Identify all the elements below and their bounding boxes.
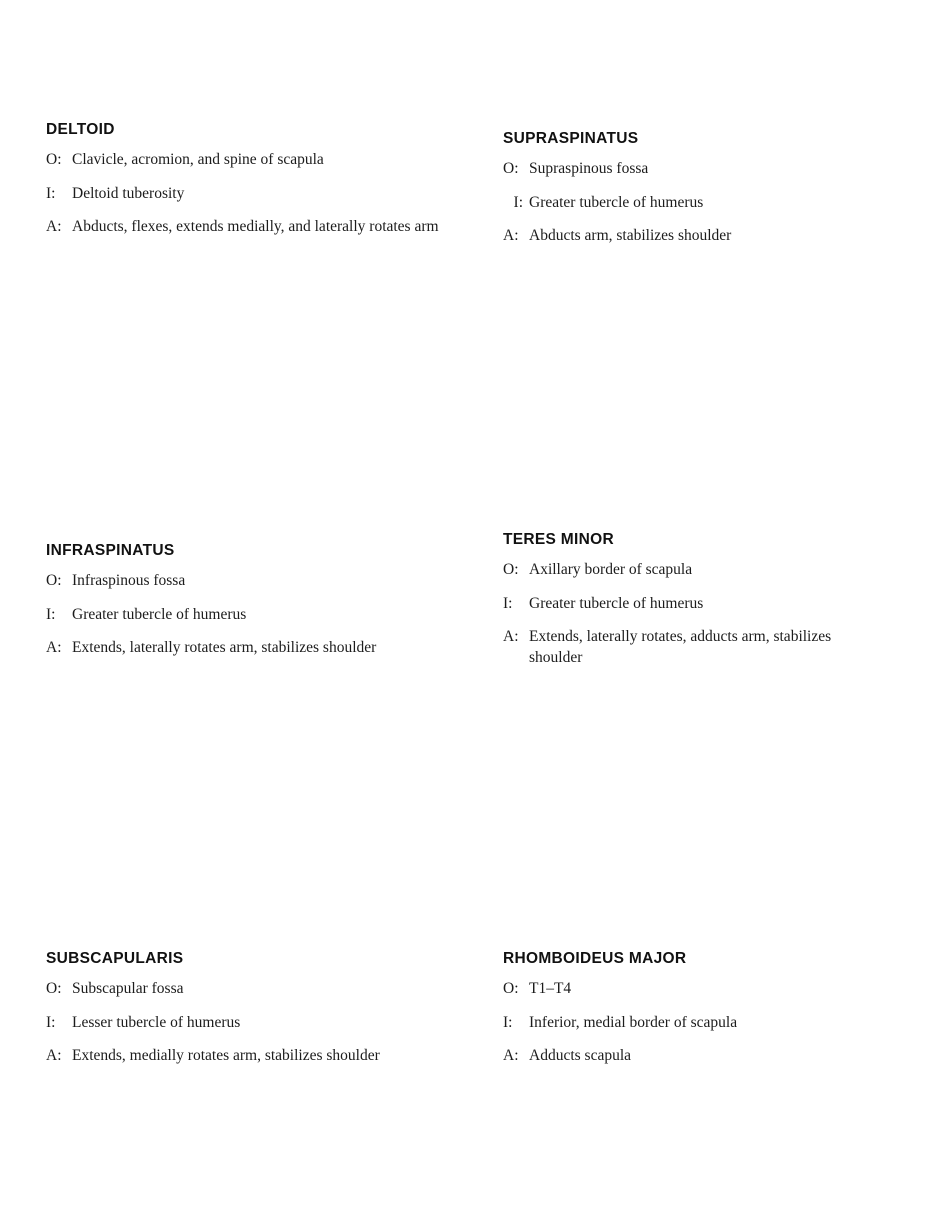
attribute-key-origin: O: <box>46 980 62 998</box>
muscle-attribute-action <box>46 638 466 659</box>
attribute-key-origin: O: <box>46 572 62 590</box>
attribute-key-action: A: <box>503 1047 519 1065</box>
attribute-value-insertion: Inferior, medial border of scapula <box>529 1013 738 1031</box>
attribute-value-origin: T1–T4 <box>529 980 572 998</box>
attribute-key-action: A: <box>503 628 519 646</box>
muscle-heading: TERES MINOR <box>503 531 614 548</box>
muscle-attribute-origin <box>46 979 466 1000</box>
attribute-value-origin: Subscapular fossa <box>72 980 184 998</box>
muscle-attribute-insertion <box>46 184 466 205</box>
attribute-value-origin: Supraspinous fossa <box>529 160 649 178</box>
muscle-heading: INFRASPINATUS <box>46 542 175 559</box>
attribute-key-insertion: I: <box>46 184 56 202</box>
muscle-attribute-list <box>503 159 923 247</box>
muscle-attribute-list <box>46 979 466 1067</box>
attribute-key-action: A: <box>503 227 519 245</box>
muscle-attribute-insertion <box>503 594 878 615</box>
attribute-value-action: Extends, laterally rotates arm, stabilizes shoulder <box>72 639 377 657</box>
attribute-value-insertion: Greater tubercle of humerus <box>529 594 704 612</box>
attribute-value-insertion: Greater tubercle of humerus <box>529 193 704 211</box>
attribute-value-origin: Infraspinous fossa <box>72 572 186 590</box>
attribute-key-action: A: <box>46 639 62 657</box>
muscle-attribute-action <box>503 1046 923 1067</box>
attribute-value-insertion: Lesser tubercle of humerus <box>72 1013 241 1031</box>
muscle-attribute-list <box>503 560 878 668</box>
muscle-attribute-action <box>46 1046 466 1067</box>
attribute-key-insertion: I: <box>46 605 56 623</box>
attribute-value-insertion: Deltoid tuberosity <box>72 184 185 202</box>
attribute-value-origin: Axillary border of scapula <box>529 561 693 579</box>
attribute-value-action: Abducts, flexes, extends medially, and laterally rotates arm <box>72 218 439 236</box>
muscle-attribute-list <box>46 150 466 238</box>
muscle-block-rhomboideus-major <box>503 951 923 1067</box>
muscle-heading: RHOMBOIDEUS MAJOR <box>503 950 687 967</box>
muscle-attribute-action <box>503 226 923 247</box>
muscle-block-deltoid <box>46 122 466 238</box>
attribute-value-action: Adducts scapula <box>529 1047 632 1065</box>
attribute-key-insertion: I: <box>513 193 523 211</box>
muscle-block-subscapularis <box>46 951 466 1067</box>
muscle-attribute-insertion <box>46 605 466 626</box>
attribute-key-insertion: I: <box>46 1013 56 1031</box>
muscle-attribute-insertion <box>46 1013 466 1034</box>
muscle-heading: SUPRASPINATUS <box>503 130 639 147</box>
muscle-heading: DELTOID <box>46 121 115 138</box>
attribute-value-insertion: Greater tubercle of humerus <box>72 605 247 623</box>
muscle-block-supraspinatus <box>503 131 923 247</box>
muscle-heading: SUBSCAPULARIS <box>46 950 184 967</box>
muscle-attribute-insertion <box>503 1013 923 1034</box>
attribute-key-origin: O: <box>503 160 519 178</box>
attribute-key-action: A: <box>46 218 62 236</box>
muscle-attribute-origin <box>503 979 923 1000</box>
muscle-attribute-action <box>503 627 878 668</box>
attribute-key-insertion: I: <box>503 594 513 612</box>
attribute-key-insertion: I: <box>503 1013 513 1031</box>
attribute-key-origin: O: <box>503 980 519 998</box>
muscle-attribute-list <box>46 571 466 659</box>
muscle-block-teres-minor <box>503 532 878 669</box>
muscle-attribute-origin <box>503 560 878 581</box>
muscle-attribute-list <box>503 979 923 1067</box>
attribute-key-origin: O: <box>503 561 519 579</box>
muscle-attribute-origin <box>46 150 466 171</box>
muscle-attribute-origin <box>503 159 923 180</box>
attribute-value-origin: Clavicle, acromion, and spine of scapula <box>72 151 324 169</box>
attribute-key-action: A: <box>46 1047 62 1065</box>
attribute-value-action: Abducts arm, stabilizes shoulder <box>529 227 732 245</box>
attribute-key-origin: O: <box>46 151 62 169</box>
muscle-block-infraspinatus <box>46 543 466 659</box>
muscle-attribute-origin <box>46 571 466 592</box>
attribute-value-action: Extends, medially rotates arm, stabilizes shoulder <box>72 1047 380 1065</box>
muscle-attribute-insertion <box>503 193 923 214</box>
muscle-attribute-action <box>46 217 466 238</box>
attribute-value-action: Extends, laterally rotates, adducts arm, stabilizes shoulder <box>529 628 832 667</box>
